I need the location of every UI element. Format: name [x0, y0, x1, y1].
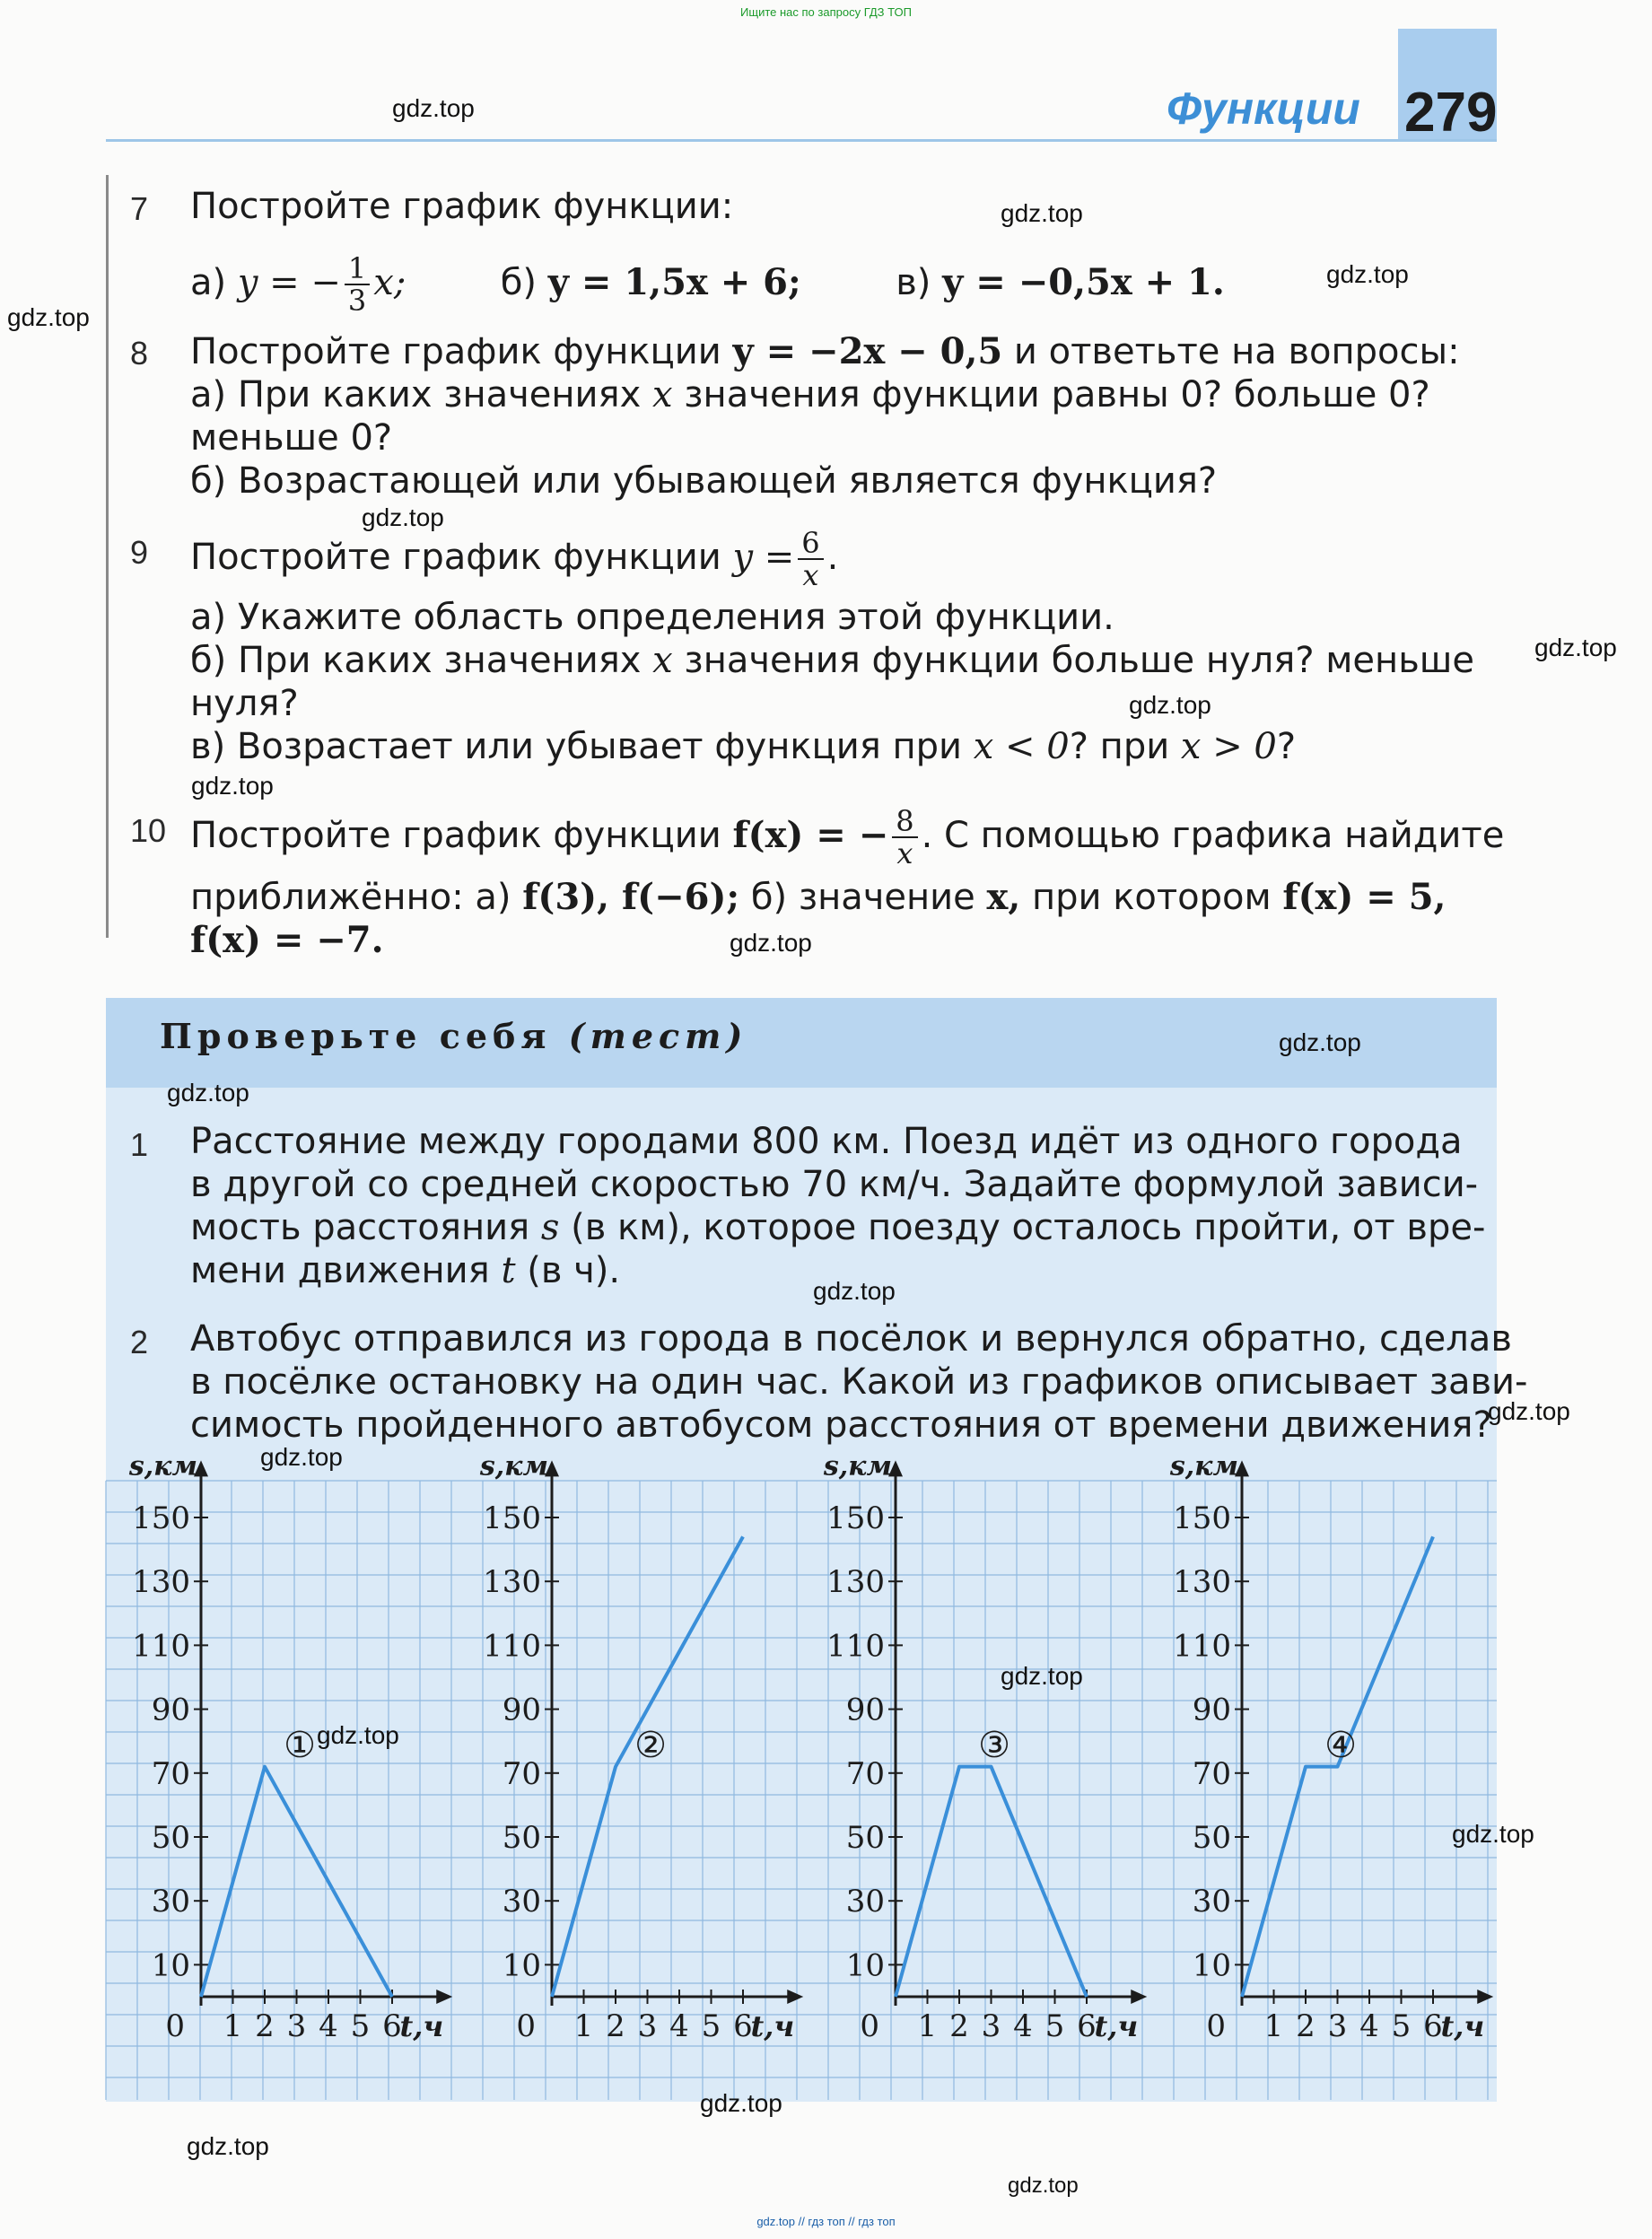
problem-10-line2: [190, 876, 1446, 919]
p7-c-expr: y = −0,5x + 1.: [942, 261, 1225, 303]
test-title-text: Проверьте себя: [160, 1016, 552, 1056]
top-watermark: Ищите нас по запросу ГДЗ ТОП: [740, 5, 912, 19]
x-tick-label: 5: [701, 2008, 721, 2044]
x-tick-label: 5: [1045, 2008, 1065, 2044]
p7-a-label: а): [190, 262, 227, 303]
watermark: gdz.top: [1279, 1028, 1361, 1056]
problem-7-options: [190, 253, 1225, 316]
bottom-watermark: gdz.top // гдз топ // гдз топ: [756, 2215, 896, 2228]
x-tick-label: 3: [286, 2008, 307, 2044]
x-tick-label: 5: [350, 2008, 371, 2044]
y-tick-label: 50: [502, 1820, 541, 1856]
watermark: gdz.top: [260, 1443, 343, 1471]
problem-number-8: 8: [130, 335, 149, 372]
x-axis-label: t,ч: [1094, 2009, 1139, 2043]
y-tick-label: 90: [1192, 1692, 1231, 1728]
y-tick-label: 70: [502, 1755, 541, 1792]
q1-l3-var: s: [540, 1207, 560, 1248]
question-1-line3: [190, 1206, 1485, 1249]
y-tick-label: 130: [483, 1564, 541, 1601]
y-tick-label: 130: [826, 1564, 885, 1601]
p8-l1-expr: y = −2x − 0,5: [732, 330, 1003, 372]
p10-l2-var: x,: [986, 876, 1021, 918]
p9-l3-var: x: [652, 640, 673, 681]
watermark: gdz.top: [730, 929, 812, 957]
watermark: gdz.top: [167, 1079, 249, 1106]
y-tick-label: 150: [483, 1500, 541, 1536]
y-tick-label: 110: [1173, 1628, 1231, 1665]
y-tick-label: 30: [502, 1884, 541, 1920]
graph-number-label: ③: [978, 1725, 1010, 1766]
p10-l2-pre: приближённо: а): [190, 877, 523, 918]
problem-8-line1: [190, 330, 1460, 373]
y-axis-label: s,км: [479, 1450, 548, 1482]
question-2-line3: симость пройденного автобусом расстояния от времени движения?: [190, 1404, 1492, 1446]
x-tick-label: 2: [606, 2008, 625, 2044]
p9-l3-pre: б) При каких значениях: [190, 640, 653, 681]
p7-b-expr: y = 1,5x + 6;: [547, 261, 801, 303]
p9-frac-num: 6: [798, 528, 823, 560]
section-title: Функции: [1167, 83, 1360, 134]
question-1-line1: Расстояние между городами 800 км. Поезд идёт из одного города: [190, 1121, 1463, 1162]
y-tick-label: 50: [151, 1820, 190, 1856]
problem-9-line2: а) Укажите область определения этой функции.: [190, 597, 1114, 638]
y-axis-label: s,км: [128, 1450, 197, 1482]
p10-l1-post: . С помощью графика найдите: [921, 815, 1505, 856]
p7-a-den: 3: [347, 284, 367, 318]
p10-frac-num: 8: [892, 806, 917, 838]
x-tick-label: 4: [319, 2008, 338, 2044]
x-tick-label: 4: [1013, 2008, 1033, 2044]
p10-l1-pre: Постройте график функции: [190, 815, 733, 856]
p10-l2-mid: б) значение: [739, 877, 987, 918]
graph-number-label: ①: [284, 1725, 316, 1766]
p10-l2-mid2: при котором: [1020, 877, 1283, 918]
question-1-line2: в другой со средней скоростью 70 км/ч. Задайте формулой зависи-: [190, 1164, 1479, 1205]
p7-a-post: x;: [373, 262, 406, 303]
y-tick-label: 90: [845, 1692, 885, 1728]
y-tick-label: 30: [845, 1884, 885, 1920]
p7-c-label: в): [896, 262, 931, 303]
y-tick-label: 10: [1192, 1947, 1231, 1984]
watermark: gdz.top: [392, 94, 475, 122]
x-axis-label: t,ч: [750, 2009, 795, 2043]
p9-l5-post: ?: [1276, 726, 1297, 767]
p10-fraction: [892, 806, 917, 869]
p9-l5-pre: в) Возрастает или убывает функция при: [190, 726, 974, 767]
x-tick-label: 3: [981, 2008, 1001, 2044]
p10-l1-var: f(x) = −: [732, 814, 889, 856]
y-tick-label: 10: [502, 1947, 541, 1984]
problem-8-line3: меньше 0?: [190, 417, 393, 459]
q1-l4-pre: мени движения: [190, 1250, 502, 1291]
x-tick-label: 4: [669, 2008, 689, 2044]
question-2-line2: в посёлке остановку на один час. Какой из графиков описывает зави-: [190, 1361, 1528, 1403]
problem-9-line4: нуля?: [190, 683, 299, 724]
test-title: [160, 1016, 747, 1056]
x-tick-label: 6: [382, 2008, 402, 2044]
watermark: gdz.top: [187, 2132, 269, 2160]
y-tick-label: 10: [845, 1947, 885, 1984]
y-tick-label: 90: [502, 1692, 541, 1728]
problem-number-10: 10: [130, 812, 167, 849]
header-rule: [106, 139, 1497, 142]
q1-l3-post: (в км), которое поезду осталось пройти, от вре-: [559, 1207, 1486, 1248]
watermark: gdz.top: [317, 1721, 399, 1749]
graph-number-label: ②: [634, 1725, 667, 1766]
y-tick-label: 70: [845, 1755, 885, 1792]
origin-label: 0: [1206, 2008, 1226, 2044]
p8-l2-pre: а) При каких значениях: [190, 374, 652, 415]
x-tick-label: 5: [1391, 2008, 1412, 2044]
x-tick-label: 1: [1263, 2008, 1284, 2044]
q1-l4-post: (в ч).: [515, 1250, 621, 1291]
problem-10-line1: [190, 806, 1504, 869]
problem-number-7: 7: [130, 190, 149, 227]
p10-frac-den: x: [896, 836, 913, 870]
p10-l2-e2: f(x) = 5,: [1282, 876, 1447, 918]
watermark: gdz.top: [191, 772, 274, 800]
page-number: 279: [1404, 82, 1498, 144]
question-1-line4: [190, 1249, 620, 1292]
p9-l5-mid: ? при: [1069, 726, 1181, 767]
x-tick-label: 6: [1423, 2008, 1443, 2044]
p9-l3-post: значения функции больше нуля? меньше: [672, 640, 1474, 681]
y-tick-label: 110: [483, 1628, 541, 1665]
y-tick-label: 150: [132, 1500, 190, 1536]
question-2-line1: Автобус отправился из города в посёлок и вернулся обратно, сделав: [190, 1318, 1512, 1360]
p9-l5-e2: x > 0: [1180, 726, 1277, 767]
x-tick-label: 2: [949, 2008, 969, 2044]
y-tick-label: 130: [132, 1564, 190, 1601]
p9-fraction: [798, 528, 823, 590]
watermark: gdz.top: [1001, 1662, 1083, 1690]
x-tick-label: 2: [1296, 2008, 1315, 2044]
x-axis-label: t,ч: [399, 2009, 444, 2043]
chart-background: [106, 1481, 1497, 2100]
watermark: gdz.top: [1488, 1397, 1570, 1425]
problem-9-line3: [190, 639, 1474, 682]
p7-a-num: 1: [345, 253, 370, 285]
watermark: gdz.top: [1452, 1820, 1534, 1848]
x-tick-label: 1: [573, 2008, 594, 2044]
p8-l1-pre: Постройте график функции: [190, 331, 733, 372]
x-tick-label: 3: [1327, 2008, 1348, 2044]
watermark: gdz.top: [700, 2089, 782, 2117]
y-tick-label: 10: [151, 1947, 190, 1984]
y-tick-label: 70: [1192, 1755, 1231, 1792]
x-tick-label: 4: [1359, 2008, 1379, 2044]
x-tick-label: 2: [255, 2008, 275, 2044]
question-number-2: 2: [130, 1324, 149, 1360]
y-tick-label: 50: [845, 1820, 885, 1856]
problem-8-line2: [190, 373, 1430, 416]
watermark: gdz.top: [1001, 199, 1083, 227]
watermark: gdz.top: [1326, 260, 1409, 288]
y-tick-label: 130: [1173, 1564, 1231, 1601]
problem-number-9: 9: [130, 534, 149, 571]
watermark: gdz.top: [1008, 2173, 1079, 2198]
p8-l2-post: значения функции равны 0? больше 0?: [672, 374, 1430, 415]
p7-b-label: б): [500, 262, 538, 303]
p9-l1-pre: Постройте график функции: [190, 537, 733, 578]
problem-7-text: Постройте график функции:: [190, 186, 734, 227]
y-tick-label: 110: [132, 1628, 190, 1665]
x-axis-label: t,ч: [1440, 2009, 1485, 2043]
p9-l1-post: .: [826, 537, 839, 578]
x-tick-label: 3: [637, 2008, 658, 2044]
p7-a-pre: y = −: [237, 262, 341, 303]
problem-9-line1: [190, 528, 838, 590]
watermark: gdz.top: [1534, 634, 1617, 661]
question-number-1: 1: [130, 1126, 149, 1163]
y-axis-label: s,км: [1169, 1450, 1238, 1482]
x-tick-label: 1: [223, 2008, 243, 2044]
p9-l1-var: y =: [732, 537, 795, 578]
p8-l2-var: x: [652, 374, 673, 415]
watermark: gdz.top: [1129, 691, 1211, 719]
watermark: gdz.top: [362, 503, 444, 531]
watermark: gdz.top: [7, 303, 90, 331]
origin-label: 0: [860, 2008, 879, 2044]
y-tick-label: 150: [1173, 1500, 1231, 1536]
y-tick-label: 70: [151, 1755, 190, 1792]
q1-l4-var: t: [501, 1250, 516, 1291]
y-tick-label: 150: [826, 1500, 885, 1536]
y-tick-label: 110: [826, 1628, 885, 1665]
p8-l1-post: и ответьте на вопросы:: [1002, 331, 1460, 372]
problem-10-line3: f(x) = −7.: [190, 919, 384, 961]
origin-label: 0: [516, 2008, 536, 2044]
y-axis-label: s,км: [823, 1450, 892, 1482]
y-tick-label: 30: [1192, 1884, 1231, 1920]
x-tick-label: 1: [917, 2008, 938, 2044]
origin-label: 0: [165, 2008, 185, 2044]
p9-l5-e1: x < 0: [973, 726, 1070, 767]
watermark: gdz.top: [813, 1277, 896, 1305]
margin-rule: [106, 175, 109, 938]
p10-l2-e1: f(3), f(−6);: [522, 876, 740, 918]
x-tick-label: 6: [733, 2008, 753, 2044]
problem-9-line5: [190, 725, 1296, 768]
p7-a-fraction: [345, 253, 370, 316]
y-tick-label: 30: [151, 1884, 190, 1920]
q1-l3-pre: мость расстояния: [190, 1207, 541, 1248]
y-tick-label: 90: [151, 1692, 190, 1728]
test-title-paren: (тест): [568, 1016, 748, 1056]
problem-8-line4: б) Возрастающей или убывающей является функция?: [190, 460, 1218, 502]
x-tick-label: 6: [1077, 2008, 1097, 2044]
graph-number-label: ④: [1324, 1725, 1357, 1766]
p9-frac-den: x: [802, 558, 819, 592]
y-tick-label: 50: [1192, 1820, 1231, 1856]
